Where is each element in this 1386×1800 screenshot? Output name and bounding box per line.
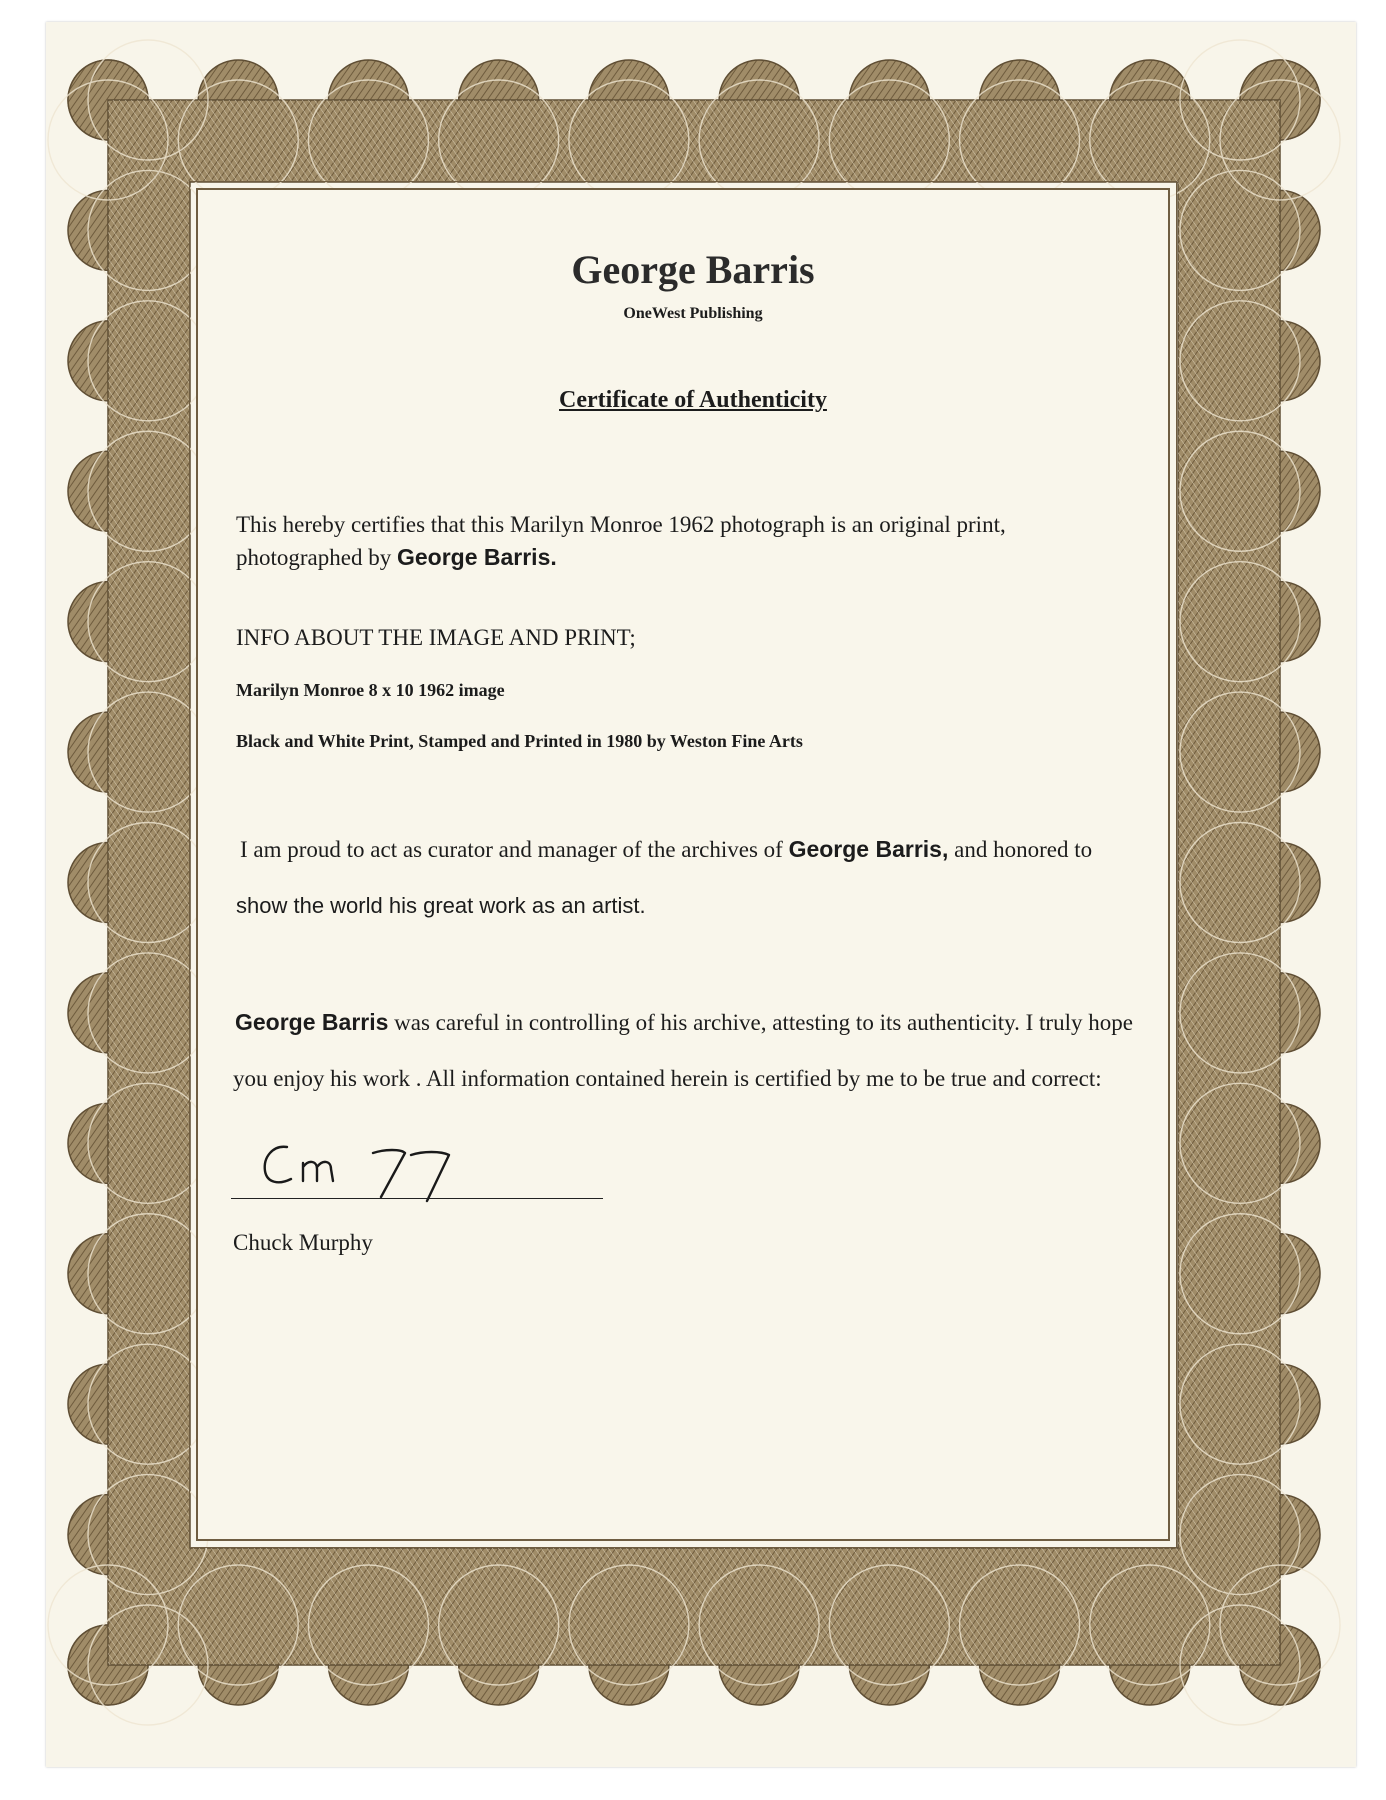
curator-photographer-name: George Barris, (788, 836, 949, 862)
signature-line (231, 1198, 603, 1199)
archive-line-1-text: was careful in controlling of his archive, attesting to its authenticity. I truly hope (388, 1010, 1133, 1035)
certificate-title: Certificate of Authenticity (559, 387, 827, 413)
curator-line-2: show the world his great work as an artist. (236, 893, 646, 918)
intro-line-2-text: photographed by (236, 545, 397, 570)
curator-line-1 (240, 836, 1092, 863)
archive-line-1 (235, 1009, 1133, 1036)
info-print-line: Black and White Print, Stamped and Printed in 1980 by Weston Fine Arts (236, 731, 803, 751)
intro-line-1: This hereby certifies that this Marilyn Monroe 1962 photograph is an original print, (236, 512, 1006, 537)
info-heading: INFO ABOUT THE IMAGE AND PRINT; (236, 625, 636, 650)
curator-line-1-text: I am proud to act as curator and manager of the archives of (240, 837, 789, 862)
curator-line-1-suffix: and honored to (948, 837, 1093, 862)
signatory-name: Chuck Murphy (233, 1230, 373, 1255)
issuer-name: George Barris (571, 247, 815, 292)
handwritten-signature (255, 1135, 495, 1205)
intro-photographer-name: George Barris. (396, 544, 557, 570)
info-image-line: Marilyn Monroe 8 x 10 1962 image (236, 680, 505, 700)
archive-line-2: you enjoy his work . All information contained herein is certified by me to be true and correct: (233, 1066, 1102, 1091)
archive-photographer-name: George Barris (235, 1009, 389, 1035)
publisher-name: OneWest Publishing (623, 305, 763, 322)
intro-line-2 (236, 544, 557, 571)
